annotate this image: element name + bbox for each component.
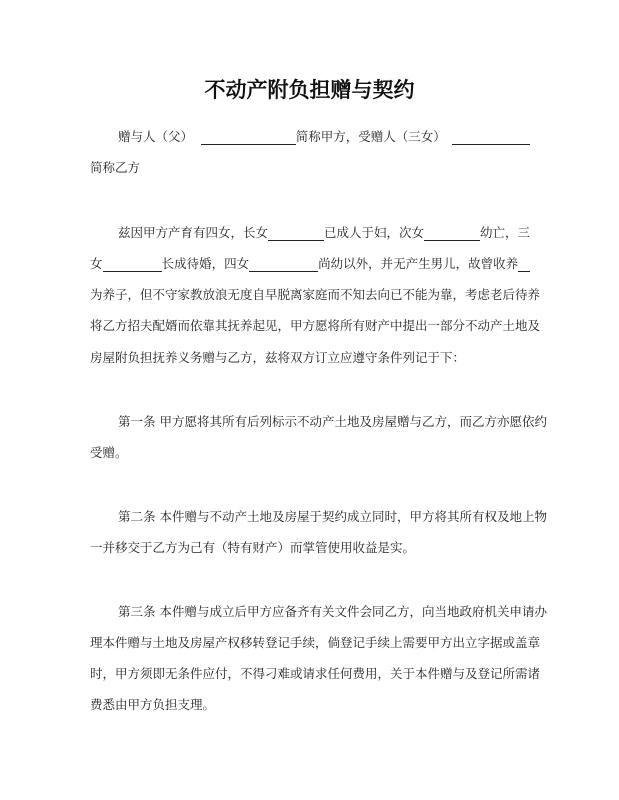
text: 幼亡，三 <box>479 225 530 240</box>
article3-line: 时，甲方须即无条件应付，不得刁难或请求任何费用，关于本件赠与及登记所需诸 <box>90 666 541 681</box>
preamble-line <box>90 256 530 272</box>
preamble-line: 房屋附负担抚养义务赠与乙方，兹将双方订立应遵守条件列记于下： <box>90 350 466 365</box>
text: 女 <box>90 256 103 271</box>
article2-line: 一并移交于乙方为己有（特有财产）而掌管使用收益是实。 <box>90 540 416 555</box>
second-daughter-blank[interactable] <box>424 228 480 241</box>
third-daughter-blank[interactable] <box>103 259 162 272</box>
eldest-daughter-blank[interactable] <box>268 228 324 241</box>
donee-name-blank[interactable] <box>452 132 530 145</box>
article1-line: 第一条 甲方愿将其所有后列标示不动产土地及房屋赠与乙方，而乙方亦愿依约 <box>118 414 547 429</box>
donor-name-blank[interactable] <box>201 132 296 145</box>
article1-line: 受赠。 <box>90 445 128 460</box>
preamble-line <box>118 225 530 241</box>
document-title: 不动产附负担赠与契约 <box>204 78 415 102</box>
text: 已成人于妇，次女 <box>323 225 424 240</box>
text: 长成待婚，四女 <box>161 256 250 271</box>
donor-label: 赠与人（父） <box>118 129 194 144</box>
article3-line: 费悉由甲方负担支理。 <box>90 697 216 712</box>
donor-abbr: 简称甲方，受赠人（三女） <box>295 129 446 144</box>
adopted-son-blank[interactable] <box>518 259 530 272</box>
text: 尚幼以外，并无产生男儿，故曾收养 <box>318 256 519 271</box>
fourth-daughter-blank[interactable] <box>249 259 318 272</box>
donee-abbr-line: 简称乙方 <box>90 160 141 175</box>
text: 兹因甲方产育有四女，长女 <box>118 225 269 240</box>
article2-line: 第二条 本件赠与不动产土地及房屋于契约成立同时，甲方将其所有权及地上物 <box>118 509 547 524</box>
article3-line: 理本件赠与土地及房屋产权移转登记手续，倘登记手续上需要甲方出立字据或盖章 <box>90 635 541 650</box>
parties-line <box>118 129 530 145</box>
preamble-line: 为养子，但不守家教放浪无度自早脱离家庭而不知去向已不能为靠，考虑老后待养 <box>90 287 541 302</box>
preamble-line: 将乙方招夫配婿而依靠其抚养起见，甲方愿将所有财产中提出一部分不动产土地及 <box>90 318 541 333</box>
article3-line: 第三条 本件赠与成立后甲方应备齐有关文件会同乙方，向当地政府机关申请办 <box>118 604 547 619</box>
